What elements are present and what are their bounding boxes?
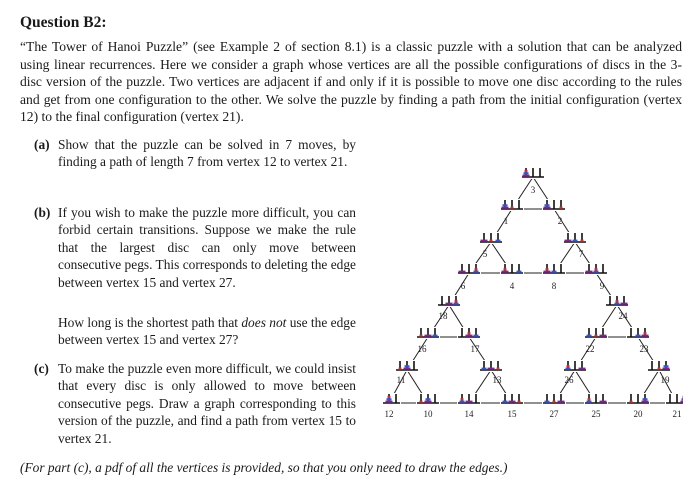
- vertex-14: [457, 393, 481, 405]
- disc: [425, 401, 432, 403]
- disc: [566, 368, 571, 370]
- disc: [642, 401, 649, 403]
- vertex-label: 3: [530, 185, 536, 195]
- disc: [474, 335, 479, 337]
- vertex-label: 5: [482, 249, 488, 259]
- disc: [517, 271, 522, 273]
- vertex-label: 24: [618, 311, 628, 321]
- vertex-2: [542, 199, 566, 211]
- disc: [468, 332, 471, 334]
- disc: [459, 271, 466, 273]
- disc: [621, 303, 628, 305]
- vertex-label: 21: [672, 409, 682, 419]
- disc: [433, 335, 438, 337]
- vertex-16: [416, 327, 440, 339]
- part-c: [34, 360, 356, 447]
- vertex-23: [626, 327, 650, 339]
- disc: [587, 335, 592, 337]
- vertex-9: [584, 263, 608, 275]
- vertex-20: [626, 393, 650, 405]
- disc: [524, 172, 529, 174]
- vertex-6: [457, 263, 481, 275]
- disc: [552, 271, 557, 273]
- vertex-label: 25: [591, 409, 601, 419]
- vertex-label: 20: [633, 409, 643, 419]
- disc: [502, 207, 509, 209]
- disc: [425, 335, 432, 337]
- part-a-text: Show that the puzzle can be solved in 7 moves, by finding a path of length 7 from vertex 12 to vertex 21.: [58, 137, 356, 170]
- vertex-label: 23: [639, 344, 649, 354]
- disc: [642, 335, 649, 337]
- part-b-followup-rest: use the edge between vertex 15 and vertex 27?: [58, 315, 356, 348]
- part-a-label: (a): [34, 137, 50, 152]
- disc: [502, 271, 509, 273]
- disc: [388, 396, 391, 398]
- disc: [644, 332, 647, 334]
- disc: [455, 300, 458, 302]
- disc: [525, 170, 528, 172]
- disc: [460, 401, 465, 403]
- disc: [509, 401, 516, 403]
- part-b-label: (b): [34, 205, 51, 220]
- disc: [565, 240, 572, 242]
- disc: [545, 401, 550, 403]
- vertex-label: 11: [396, 375, 406, 385]
- disc: [587, 401, 592, 403]
- vertex-label: 14: [464, 409, 474, 419]
- vertex-label: 27: [549, 409, 559, 419]
- disc: [630, 401, 633, 403]
- vertex-label: 26: [564, 375, 574, 385]
- vertex-label: 2: [557, 216, 563, 226]
- vertex-11: [395, 360, 419, 372]
- vertex-label: 4: [509, 281, 515, 291]
- disc: [426, 398, 431, 400]
- vertex-10: [416, 393, 440, 405]
- disc: [461, 398, 464, 400]
- disc: [504, 268, 507, 270]
- graph-edges: [389, 177, 677, 403]
- disc: [446, 303, 453, 305]
- disc: [523, 175, 530, 177]
- disc: [581, 240, 584, 242]
- disc: [482, 368, 487, 370]
- disc: [558, 401, 565, 403]
- disc: [481, 240, 488, 242]
- vertex-label: 8: [551, 281, 557, 291]
- disc: [503, 401, 508, 403]
- disc: [579, 368, 586, 370]
- disc: [545, 204, 550, 206]
- vertex-18: [437, 295, 461, 307]
- disc: [405, 365, 410, 367]
- vertex-26: [563, 360, 587, 372]
- vertex-1: [500, 199, 524, 211]
- part-b-followup: [58, 314, 356, 349]
- vertex-label: 16: [417, 344, 427, 354]
- question-intro: “The Tower of Hanoi Puzzle” (see Example 2 of section 8.1) is a classic puzzle with a solution that can be analyzed using linear recurrences. Here we consider a graph whose vertices are all the possible configurations of discs in the 3-disc version of the puzzle. Two vertices are adjacent if and only if it is possible to move one disc according to the rules and get from one configuration to the other. We solve the puzzle by finding a path from the initial configuration (vertex 12) to the final configuration (vertex 21).: [20, 39, 682, 125]
- disc: [586, 271, 593, 273]
- vertex-22: [584, 327, 608, 339]
- vertex-21: [665, 393, 683, 405]
- disc: [474, 271, 479, 273]
- vertex-5: [479, 232, 503, 244]
- vertex-24: [605, 295, 629, 307]
- vertex-19: [647, 360, 671, 372]
- disc: [553, 401, 556, 403]
- footer-note: (For part (c), a pdf of all the vertices is provided, so that you only need to draw the edges.): [20, 460, 508, 475]
- disc: [616, 300, 619, 302]
- vertex-15: [500, 393, 524, 405]
- vertex-7: [563, 232, 587, 244]
- disc: [544, 271, 551, 273]
- disc: [488, 368, 495, 370]
- hanoi-state-graph: [383, 160, 683, 430]
- disc: [466, 401, 473, 403]
- disc: [594, 271, 599, 273]
- disc: [420, 401, 423, 403]
- disc: [466, 335, 473, 337]
- vertex-label: 15: [507, 409, 517, 419]
- disc: [573, 240, 578, 242]
- disc: [567, 365, 570, 367]
- disc: [454, 303, 459, 305]
- disc: [664, 365, 669, 367]
- vertex-label: 22: [585, 344, 595, 354]
- disc: [615, 303, 620, 305]
- part-b-text: If you wish to make the puzzle more difficult, you can forbid certain transitions. Suppose we make the rule that the largest disc can only move between consecutive pegs. This corresponds to deleting the edge between vertex 15 and vertex 27.: [58, 205, 356, 290]
- disc: [518, 401, 521, 403]
- vertex-label: 17: [470, 344, 480, 354]
- disc: [490, 240, 493, 242]
- disc: [663, 368, 670, 370]
- disc: [387, 398, 392, 400]
- disc: [595, 335, 598, 337]
- vertex-label: 12: [384, 409, 394, 419]
- part-c-text: To make the puzzle even more difficult, we could insist that every disc is only allowed to move between consecutive pegs. Draw a graph corresponding to this version of the puzzle, and find a path from vertex 15 to vertex 21.: [58, 361, 356, 446]
- vertex-label: 7: [578, 249, 584, 259]
- disc: [595, 268, 598, 270]
- disc: [636, 335, 641, 337]
- disc: [546, 268, 549, 270]
- vertex-label: 13: [492, 375, 502, 385]
- disc: [560, 207, 563, 209]
- disc: [503, 204, 508, 206]
- part-b: [34, 204, 356, 291]
- disc: [404, 368, 411, 370]
- vertex-27: [542, 393, 566, 405]
- vertex-4: [500, 263, 524, 275]
- disc: [497, 368, 500, 370]
- disc: [399, 368, 402, 370]
- part-c-label: (c): [34, 361, 49, 376]
- vertex-label: 19: [660, 375, 670, 385]
- disc: [386, 401, 393, 403]
- disc: [682, 398, 684, 400]
- vertex-3: [521, 167, 545, 179]
- disc: [475, 268, 478, 270]
- vertex-label: 9: [599, 281, 605, 291]
- vertex-12: [383, 393, 401, 405]
- disc: [600, 401, 607, 403]
- disc: [600, 335, 607, 337]
- vertex-label: 10: [423, 409, 433, 419]
- vertex-25: [584, 393, 608, 405]
- part-b-followup-plain: How long is the shortest path that: [58, 315, 242, 330]
- disc: [511, 207, 514, 209]
- disc: [588, 398, 591, 400]
- vertex-label: 6: [460, 281, 466, 291]
- disc: [420, 335, 423, 337]
- part-a: [34, 136, 356, 171]
- vertex-label: 18: [438, 311, 448, 321]
- disc: [658, 368, 661, 370]
- disc: [496, 240, 501, 242]
- disc: [544, 207, 551, 209]
- vertex-17: [457, 327, 481, 339]
- disc: [683, 396, 684, 398]
- question-title: Question B2:: [20, 14, 107, 31]
- vertex-13: [479, 360, 503, 372]
- vertex-label: 1: [503, 216, 509, 226]
- disc: [681, 401, 684, 403]
- disc: [643, 398, 648, 400]
- part-b-followup-emphasis: does not: [241, 315, 287, 330]
- vertex-8: [542, 263, 566, 275]
